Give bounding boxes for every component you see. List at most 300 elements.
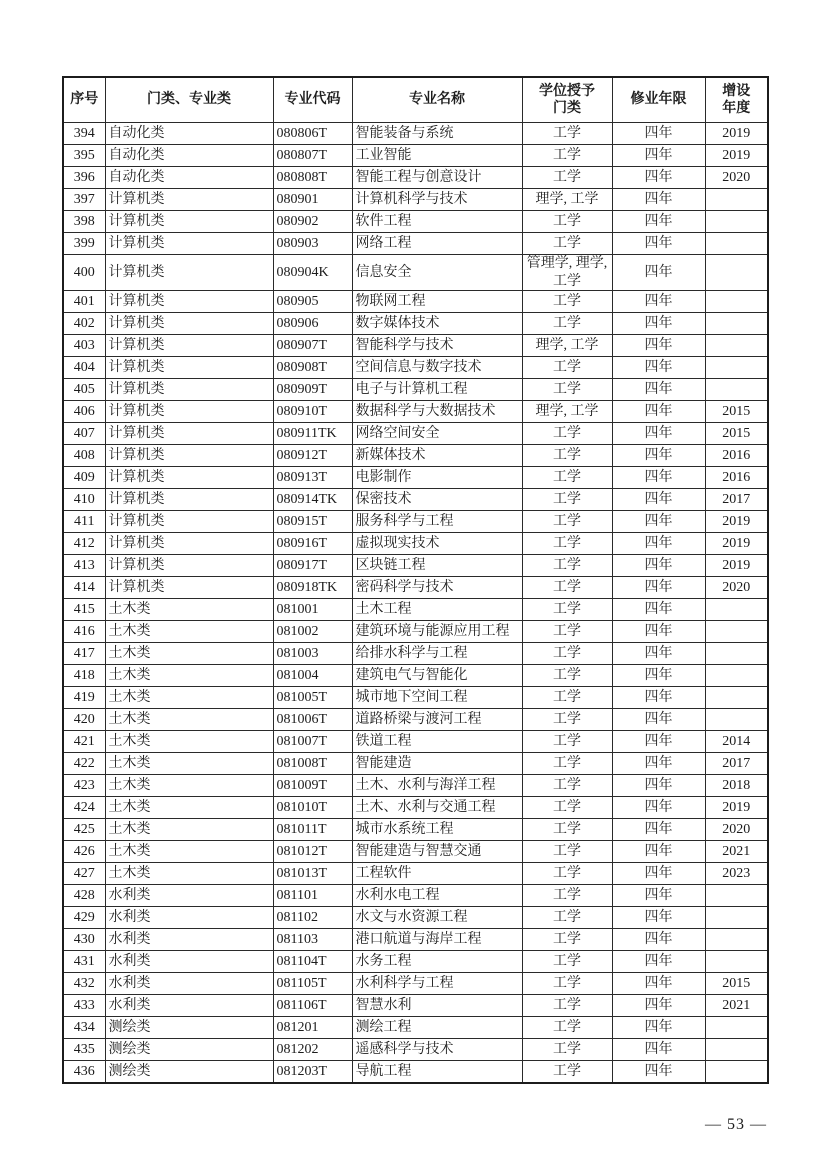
cell-code: 080914TK xyxy=(273,489,352,511)
cell-degree: 工学 xyxy=(522,973,612,995)
col-header-category-label: 门类、专业类 xyxy=(147,92,231,108)
table-row xyxy=(63,599,768,621)
cell-degree: 工学 xyxy=(522,665,612,687)
cell-year xyxy=(705,189,768,211)
cell-category: 测绘类 xyxy=(105,1039,273,1061)
cell-index: 432 xyxy=(63,973,105,995)
cell-category: 计算机类 xyxy=(105,189,273,211)
table-row xyxy=(63,687,768,709)
cell-degree: 工学 xyxy=(522,775,612,797)
cell-index: 413 xyxy=(63,555,105,577)
cell-duration: 四年 xyxy=(612,401,705,423)
cell-name: 道路桥梁与渡河工程 xyxy=(352,709,522,731)
cell-degree: 工学 xyxy=(522,577,612,599)
table-row xyxy=(63,863,768,885)
cell-category: 自动化类 xyxy=(105,123,273,145)
cell-index: 422 xyxy=(63,753,105,775)
cell-index: 394 xyxy=(63,123,105,145)
cell-year: 2016 xyxy=(705,467,768,489)
cell-category: 土木类 xyxy=(105,709,273,731)
cell-year xyxy=(705,211,768,233)
cell-name: 土木、水利与交通工程 xyxy=(352,797,522,819)
cell-name: 水文与水资源工程 xyxy=(352,907,522,929)
cell-index: 417 xyxy=(63,643,105,665)
cell-category: 计算机类 xyxy=(105,467,273,489)
cell-year: 2019 xyxy=(705,555,768,577)
cell-name: 网络空间安全 xyxy=(352,423,522,445)
table-row xyxy=(63,841,768,863)
cell-code: 080909T xyxy=(273,379,352,401)
col-header-degree-label: 学位授予门类 xyxy=(539,83,595,116)
cell-name: 智能科学与技术 xyxy=(352,335,522,357)
cell-year xyxy=(705,291,768,313)
table-row xyxy=(63,797,768,819)
cell-duration: 四年 xyxy=(612,291,705,313)
col-header-duration xyxy=(612,77,705,123)
table-row xyxy=(63,907,768,929)
cell-degree: 管理学, 理学, 工学 xyxy=(522,255,612,291)
cell-code: 080903 xyxy=(273,233,352,255)
cell-degree: 工学 xyxy=(522,467,612,489)
cell-name: 遥感科学与技术 xyxy=(352,1039,522,1061)
cell-code: 080915T xyxy=(273,511,352,533)
cell-index: 428 xyxy=(63,885,105,907)
cell-category: 土木类 xyxy=(105,599,273,621)
cell-category: 水利类 xyxy=(105,907,273,929)
cell-name: 数字媒体技术 xyxy=(352,313,522,335)
table-row xyxy=(63,731,768,753)
cell-index: 421 xyxy=(63,731,105,753)
cell-duration: 四年 xyxy=(612,511,705,533)
table-row xyxy=(63,665,768,687)
col-header-index-label: 序号 xyxy=(70,92,99,108)
cell-index: 423 xyxy=(63,775,105,797)
cell-name: 给排水科学与工程 xyxy=(352,643,522,665)
cell-year xyxy=(705,621,768,643)
cell-category: 土木类 xyxy=(105,687,273,709)
cell-year: 2014 xyxy=(705,731,768,753)
table-row xyxy=(63,1061,768,1084)
cell-year: 2019 xyxy=(705,123,768,145)
cell-year xyxy=(705,951,768,973)
cell-duration: 四年 xyxy=(612,1061,705,1084)
cell-index: 418 xyxy=(63,665,105,687)
cell-name: 工程软件 xyxy=(352,863,522,885)
cell-category: 计算机类 xyxy=(105,401,273,423)
cell-year xyxy=(705,687,768,709)
cell-code: 080908T xyxy=(273,357,352,379)
cell-duration: 四年 xyxy=(612,379,705,401)
cell-category: 计算机类 xyxy=(105,379,273,401)
cell-degree: 工学 xyxy=(522,907,612,929)
cell-code: 080910T xyxy=(273,401,352,423)
cell-index: 425 xyxy=(63,819,105,841)
table-row xyxy=(63,753,768,775)
cell-category: 水利类 xyxy=(105,885,273,907)
cell-duration: 四年 xyxy=(612,665,705,687)
cell-name: 港口航道与海岸工程 xyxy=(352,929,522,951)
cell-category: 水利类 xyxy=(105,929,273,951)
cell-degree: 工学 xyxy=(522,863,612,885)
cell-year: 2017 xyxy=(705,753,768,775)
cell-index: 396 xyxy=(63,167,105,189)
cell-duration: 四年 xyxy=(612,423,705,445)
cell-degree: 工学 xyxy=(522,291,612,313)
cell-name: 软件工程 xyxy=(352,211,522,233)
cell-degree: 工学 xyxy=(522,533,612,555)
cell-category: 土木类 xyxy=(105,643,273,665)
cell-code: 080904K xyxy=(273,255,352,291)
cell-category: 计算机类 xyxy=(105,423,273,445)
cell-degree: 工学 xyxy=(522,753,612,775)
table-row xyxy=(63,423,768,445)
cell-year: 2015 xyxy=(705,401,768,423)
cell-year xyxy=(705,643,768,665)
cell-duration: 四年 xyxy=(612,123,705,145)
cell-index: 424 xyxy=(63,797,105,819)
table-row xyxy=(63,951,768,973)
cell-duration: 四年 xyxy=(612,467,705,489)
cell-degree: 工学 xyxy=(522,145,612,167)
cell-year: 2020 xyxy=(705,167,768,189)
cell-duration: 四年 xyxy=(612,167,705,189)
cell-duration: 四年 xyxy=(612,841,705,863)
cell-name: 服务科学与工程 xyxy=(352,511,522,533)
cell-duration: 四年 xyxy=(612,255,705,291)
cell-duration: 四年 xyxy=(612,731,705,753)
cell-category: 计算机类 xyxy=(105,445,273,467)
cell-code: 081202 xyxy=(273,1039,352,1061)
cell-code: 081004 xyxy=(273,665,352,687)
cell-name: 导航工程 xyxy=(352,1061,522,1084)
cell-degree: 工学 xyxy=(522,643,612,665)
cell-duration: 四年 xyxy=(612,335,705,357)
table-row xyxy=(63,577,768,599)
col-header-index xyxy=(63,77,105,123)
cell-duration: 四年 xyxy=(612,885,705,907)
cell-duration: 四年 xyxy=(612,929,705,951)
cell-category: 水利类 xyxy=(105,951,273,973)
cell-degree: 工学 xyxy=(522,379,612,401)
table-row xyxy=(63,885,768,907)
cell-duration: 四年 xyxy=(612,189,705,211)
cell-category: 计算机类 xyxy=(105,255,273,291)
cell-category: 计算机类 xyxy=(105,357,273,379)
cell-category: 计算机类 xyxy=(105,313,273,335)
cell-year xyxy=(705,313,768,335)
cell-degree: 工学 xyxy=(522,211,612,233)
cell-index: 401 xyxy=(63,291,105,313)
cell-year xyxy=(705,885,768,907)
cell-category: 测绘类 xyxy=(105,1017,273,1039)
cell-year xyxy=(705,255,768,291)
cell-duration: 四年 xyxy=(612,973,705,995)
cell-index: 415 xyxy=(63,599,105,621)
majors-table xyxy=(62,76,769,1084)
cell-category: 计算机类 xyxy=(105,233,273,255)
cell-duration: 四年 xyxy=(612,313,705,335)
cell-name: 水务工程 xyxy=(352,951,522,973)
cell-degree: 理学, 工学 xyxy=(522,401,612,423)
cell-code: 081001 xyxy=(273,599,352,621)
cell-degree: 工学 xyxy=(522,423,612,445)
cell-duration: 四年 xyxy=(612,533,705,555)
cell-year: 2015 xyxy=(705,423,768,445)
cell-duration: 四年 xyxy=(612,233,705,255)
cell-year xyxy=(705,357,768,379)
table-row xyxy=(63,819,768,841)
cell-index: 397 xyxy=(63,189,105,211)
cell-name: 智能装备与系统 xyxy=(352,123,522,145)
table-row xyxy=(63,233,768,255)
cell-degree: 工学 xyxy=(522,841,612,863)
cell-code: 080806T xyxy=(273,123,352,145)
cell-code: 080918TK xyxy=(273,577,352,599)
cell-year: 2018 xyxy=(705,775,768,797)
cell-degree: 工学 xyxy=(522,167,612,189)
cell-degree: 工学 xyxy=(522,1061,612,1084)
table-row xyxy=(63,189,768,211)
cell-category: 自动化类 xyxy=(105,167,273,189)
cell-name: 智慧水利 xyxy=(352,995,522,1017)
cell-code: 081013T xyxy=(273,863,352,885)
cell-degree: 工学 xyxy=(522,1039,612,1061)
cell-name: 智能建造 xyxy=(352,753,522,775)
cell-year: 2019 xyxy=(705,145,768,167)
table-row xyxy=(63,621,768,643)
cell-name: 密码科学与技术 xyxy=(352,577,522,599)
cell-name: 虚拟现实技术 xyxy=(352,533,522,555)
cell-index: 420 xyxy=(63,709,105,731)
cell-year xyxy=(705,379,768,401)
cell-category: 土木类 xyxy=(105,775,273,797)
cell-name: 网络工程 xyxy=(352,233,522,255)
cell-code: 081010T xyxy=(273,797,352,819)
cell-name: 物联网工程 xyxy=(352,291,522,313)
cell-category: 计算机类 xyxy=(105,577,273,599)
cell-degree: 工学 xyxy=(522,731,612,753)
col-header-category xyxy=(105,77,273,123)
cell-year: 2020 xyxy=(705,819,768,841)
table-row xyxy=(63,775,768,797)
col-header-code xyxy=(273,77,352,123)
cell-category: 计算机类 xyxy=(105,511,273,533)
cell-category: 土木类 xyxy=(105,797,273,819)
cell-year xyxy=(705,233,768,255)
cell-duration: 四年 xyxy=(612,709,705,731)
cell-duration: 四年 xyxy=(612,577,705,599)
cell-category: 计算机类 xyxy=(105,489,273,511)
cell-degree: 工学 xyxy=(522,511,612,533)
cell-index: 414 xyxy=(63,577,105,599)
cell-code: 080901 xyxy=(273,189,352,211)
cell-category: 土木类 xyxy=(105,665,273,687)
cell-name: 电子与计算机工程 xyxy=(352,379,522,401)
cell-degree: 工学 xyxy=(522,951,612,973)
cell-name: 城市水系统工程 xyxy=(352,819,522,841)
cell-category: 土木类 xyxy=(105,841,273,863)
cell-duration: 四年 xyxy=(612,687,705,709)
cell-index: 431 xyxy=(63,951,105,973)
cell-degree: 工学 xyxy=(522,489,612,511)
cell-name: 城市地下空间工程 xyxy=(352,687,522,709)
col-header-code-label: 专业代码 xyxy=(284,92,341,108)
col-header-year-label: 增设年度 xyxy=(722,83,751,116)
table-row xyxy=(63,1017,768,1039)
cell-name: 计算机科学与技术 xyxy=(352,189,522,211)
cell-name: 建筑环境与能源应用工程 xyxy=(352,621,522,643)
cell-duration: 四年 xyxy=(612,357,705,379)
cell-index: 404 xyxy=(63,357,105,379)
cell-duration: 四年 xyxy=(612,643,705,665)
cell-category: 水利类 xyxy=(105,973,273,995)
cell-duration: 四年 xyxy=(612,951,705,973)
cell-index: 411 xyxy=(63,511,105,533)
cell-index: 433 xyxy=(63,995,105,1017)
cell-year: 2017 xyxy=(705,489,768,511)
cell-code: 080906 xyxy=(273,313,352,335)
cell-year: 2021 xyxy=(705,995,768,1017)
cell-code: 081201 xyxy=(273,1017,352,1039)
table-row xyxy=(63,211,768,233)
cell-code: 081012T xyxy=(273,841,352,863)
cell-category: 计算机类 xyxy=(105,291,273,313)
cell-year: 2021 xyxy=(705,841,768,863)
col-header-degree xyxy=(522,77,612,123)
cell-degree: 工学 xyxy=(522,555,612,577)
cell-name: 区块链工程 xyxy=(352,555,522,577)
cell-index: 412 xyxy=(63,533,105,555)
table-row xyxy=(63,995,768,1017)
cell-year xyxy=(705,335,768,357)
cell-code: 081002 xyxy=(273,621,352,643)
cell-duration: 四年 xyxy=(612,621,705,643)
cell-name: 测绘工程 xyxy=(352,1017,522,1039)
cell-code: 081005T xyxy=(273,687,352,709)
cell-code: 080808T xyxy=(273,167,352,189)
table-row xyxy=(63,401,768,423)
cell-index: 429 xyxy=(63,907,105,929)
page-number: — 53 — xyxy=(705,1116,767,1133)
cell-duration: 四年 xyxy=(612,599,705,621)
cell-name: 土木工程 xyxy=(352,599,522,621)
cell-index: 406 xyxy=(63,401,105,423)
cell-index: 436 xyxy=(63,1061,105,1084)
cell-name: 水利科学与工程 xyxy=(352,973,522,995)
cell-index: 419 xyxy=(63,687,105,709)
cell-index: 402 xyxy=(63,313,105,335)
cell-code: 080807T xyxy=(273,145,352,167)
cell-name: 土木、水利与海洋工程 xyxy=(352,775,522,797)
cell-index: 427 xyxy=(63,863,105,885)
table-row xyxy=(63,335,768,357)
cell-index: 403 xyxy=(63,335,105,357)
cell-degree: 工学 xyxy=(522,357,612,379)
cell-degree: 工学 xyxy=(522,819,612,841)
col-header-name xyxy=(352,77,522,123)
cell-category: 土木类 xyxy=(105,731,273,753)
table-row xyxy=(63,929,768,951)
table-row xyxy=(63,643,768,665)
cell-index: 430 xyxy=(63,929,105,951)
cell-name: 水利水电工程 xyxy=(352,885,522,907)
cell-category: 计算机类 xyxy=(105,533,273,555)
cell-degree: 工学 xyxy=(522,445,612,467)
cell-code: 080907T xyxy=(273,335,352,357)
cell-year: 2015 xyxy=(705,973,768,995)
cell-code: 081009T xyxy=(273,775,352,797)
cell-index: 435 xyxy=(63,1039,105,1061)
table-row xyxy=(63,379,768,401)
cell-index: 426 xyxy=(63,841,105,863)
cell-year xyxy=(705,709,768,731)
cell-year: 2020 xyxy=(705,577,768,599)
cell-degree: 工学 xyxy=(522,233,612,255)
cell-duration: 四年 xyxy=(612,753,705,775)
cell-year xyxy=(705,599,768,621)
cell-degree: 工学 xyxy=(522,929,612,951)
cell-degree: 工学 xyxy=(522,621,612,643)
col-header-name-label: 专业名称 xyxy=(409,92,465,108)
cell-category: 土木类 xyxy=(105,863,273,885)
table-row xyxy=(63,167,768,189)
cell-name: 工业智能 xyxy=(352,145,522,167)
cell-degree: 理学, 工学 xyxy=(522,335,612,357)
cell-index: 410 xyxy=(63,489,105,511)
table-row xyxy=(63,555,768,577)
col-header-duration-label: 修业年限 xyxy=(630,92,687,108)
cell-index: 434 xyxy=(63,1017,105,1039)
table-row xyxy=(63,709,768,731)
cell-degree: 工学 xyxy=(522,709,612,731)
table-row xyxy=(63,973,768,995)
cell-year: 2019 xyxy=(705,533,768,555)
cell-code: 080916T xyxy=(273,533,352,555)
cell-year xyxy=(705,665,768,687)
table-row xyxy=(63,357,768,379)
cell-category: 计算机类 xyxy=(105,211,273,233)
cell-year: 2023 xyxy=(705,863,768,885)
cell-category: 计算机类 xyxy=(105,555,273,577)
cell-duration: 四年 xyxy=(612,1039,705,1061)
cell-code: 080911TK xyxy=(273,423,352,445)
cell-name: 空间信息与数字技术 xyxy=(352,357,522,379)
table-row xyxy=(63,533,768,555)
cell-degree: 工学 xyxy=(522,885,612,907)
cell-year xyxy=(705,1061,768,1084)
cell-code: 080912T xyxy=(273,445,352,467)
cell-code: 081008T xyxy=(273,753,352,775)
table-row xyxy=(63,123,768,145)
cell-name: 智能建造与智慧交通 xyxy=(352,841,522,863)
cell-year: 2016 xyxy=(705,445,768,467)
table-header-row xyxy=(63,77,768,123)
cell-index: 409 xyxy=(63,467,105,489)
cell-index: 398 xyxy=(63,211,105,233)
cell-code: 081003 xyxy=(273,643,352,665)
cell-index: 400 xyxy=(63,255,105,291)
cell-duration: 四年 xyxy=(612,819,705,841)
cell-code: 081007T xyxy=(273,731,352,753)
cell-name: 保密技术 xyxy=(352,489,522,511)
cell-code: 081106T xyxy=(273,995,352,1017)
cell-degree: 工学 xyxy=(522,599,612,621)
cell-degree: 工学 xyxy=(522,995,612,1017)
cell-name: 电影制作 xyxy=(352,467,522,489)
table-row xyxy=(63,489,768,511)
cell-name: 建筑电气与智能化 xyxy=(352,665,522,687)
cell-year: 2019 xyxy=(705,797,768,819)
